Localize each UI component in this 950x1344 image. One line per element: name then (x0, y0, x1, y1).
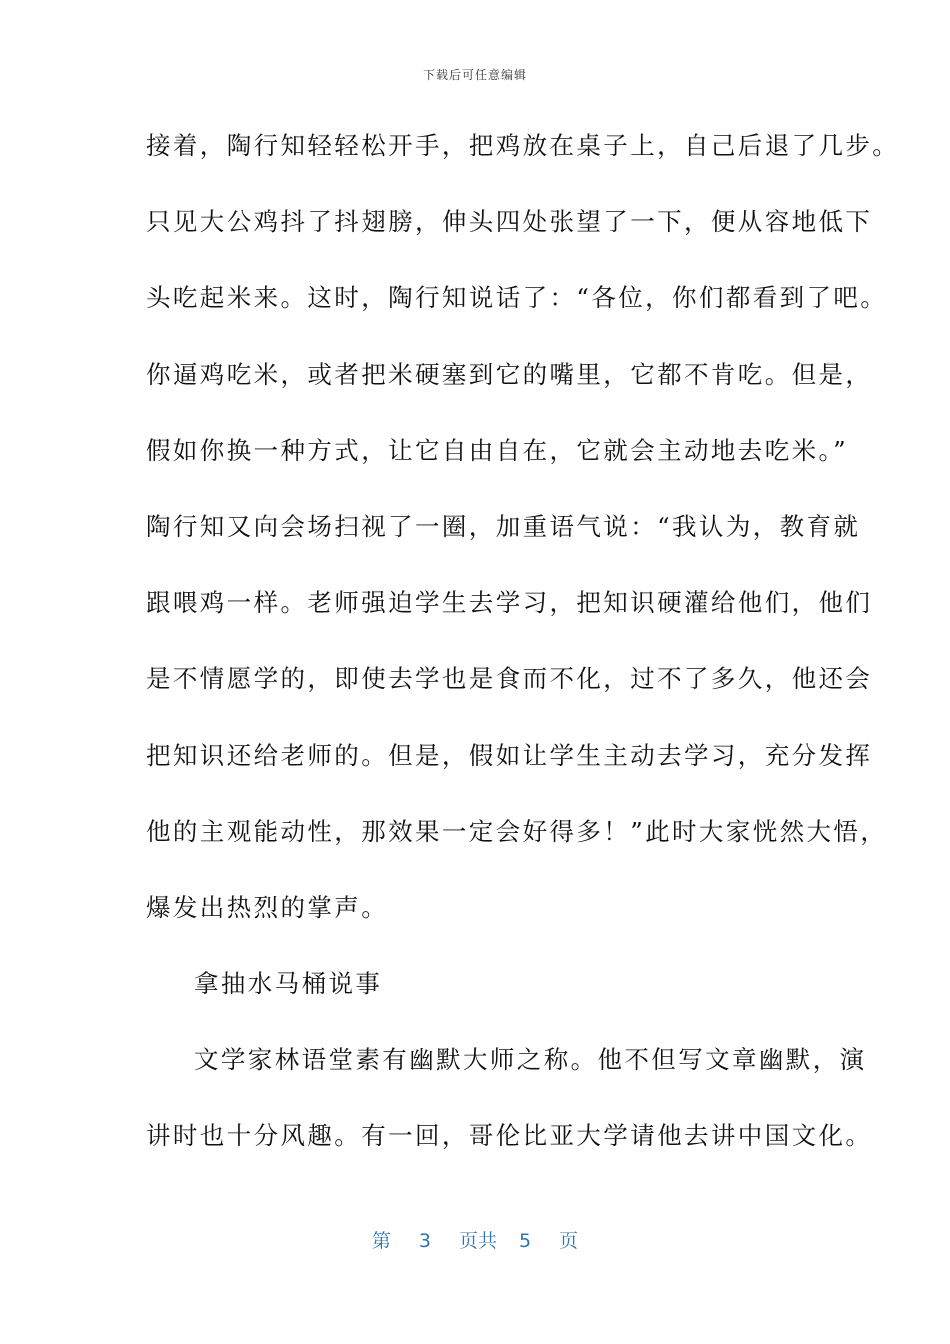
body-line: 假如你换一种方式，让它自由自在，它就会主动地去吃米。” (146, 435, 849, 465)
body-line: 跟喂鸡一样。老师强迫学生去学习，把知识硬灌给他们，他们 (146, 588, 873, 618)
page-footer (0, 1226, 950, 1253)
current-page-number: 3 (418, 1230, 431, 1252)
body-line: 头吃起米来。这时，陶行知说话了：“各位，你们都看到了吧。 (146, 283, 888, 313)
body-line: 你逼鸡吃米，或者把米硬塞到它的嘴里，它都不肯吃。但是， (146, 359, 873, 389)
body-line: 只见大公鸡抖了抖翅膀，伸头四处张望了一下，便从容地低下 (146, 207, 873, 237)
page-suffix: 页 (559, 1230, 579, 1252)
page-middle: 页共 (458, 1230, 497, 1252)
total-pages-number: 5 (519, 1230, 532, 1252)
body-line: 讲时也十分风趣。有一回，哥伦比亚大学请他去讲中国文化。 (146, 1121, 873, 1151)
document-body (146, 124, 900, 1191)
body-line: 陶行知又向会场扫视了一圈，加重语气说：“我认为，教育就 (146, 511, 861, 541)
body-line: 爆发出热烈的掌声。 (146, 892, 389, 922)
body-line: 是不情愿学的，即使去学也是食而不化，过不了多久，他还会 (146, 664, 873, 694)
body-line: 文学家林语堂素有幽默大师之称。他不但写文章幽默，演 (194, 1045, 867, 1075)
body-line: 把知识还给老师的。但是，假如让学生主动去学习，充分发挥 (146, 740, 873, 770)
header-note: 下载后可任意编辑 (422, 68, 527, 82)
body-line: 接着，陶行知轻轻松开手，把鸡放在桌子上，自己后退了几步。 (146, 131, 900, 160)
section-heading: 拿抽水马桶说事 (194, 969, 383, 999)
page-prefix: 第 (371, 1230, 391, 1252)
body-line: 他的主观能动性，那效果一定会好得多！”此时大家恍然大悟， (146, 816, 888, 846)
